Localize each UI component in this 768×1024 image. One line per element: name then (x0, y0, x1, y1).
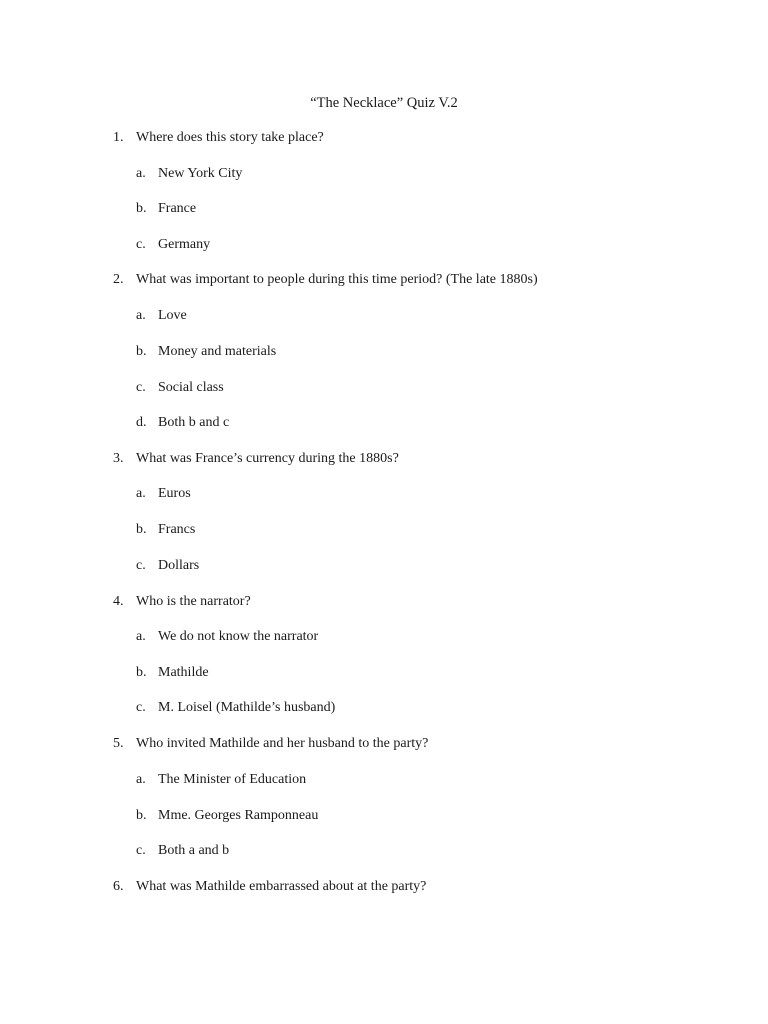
question-number: 2. (113, 272, 124, 287)
question-1-option-b (136, 200, 196, 218)
question-number: 3. (113, 451, 124, 466)
option-text: Germany (158, 237, 211, 252)
question-number: 5. (113, 736, 124, 751)
option-text: Mathilde (158, 665, 209, 680)
question-6 (113, 878, 426, 896)
question-5-option-c (136, 842, 229, 860)
question-3-option-b (136, 521, 195, 539)
option-letter: a. (136, 486, 146, 501)
option-text: Mme. Georges Ramponneau (158, 808, 319, 823)
question-5-option-a (136, 771, 306, 789)
question-2-option-b (136, 343, 276, 361)
option-letter: a. (136, 629, 146, 644)
question-4-option-c (136, 699, 335, 717)
question-text: Where does this story take place? (136, 130, 324, 145)
option-text: The Minister of Education (158, 772, 307, 787)
option-text: Dollars (158, 558, 200, 573)
question-text: What was Mathilde embarrassed about at the party? (136, 879, 427, 894)
option-text: Euros (158, 486, 191, 501)
page-title-text: “The Necklace” Quiz V.2 (310, 95, 458, 111)
question-3-option-c (136, 557, 199, 575)
option-letter: c. (136, 237, 146, 252)
question-2-option-d (136, 414, 229, 432)
question-1-option-c (136, 236, 210, 254)
option-text: We do not know the narrator (158, 629, 319, 644)
question-1-option-a (136, 165, 242, 183)
option-text: New York City (158, 166, 243, 181)
question-2-option-c (136, 379, 224, 397)
question-number: 1. (113, 130, 124, 145)
question-3 (113, 450, 399, 468)
option-text: France (158, 201, 197, 216)
option-letter: c. (136, 380, 146, 395)
question-text: What was France’s currency during the 1880s? (136, 451, 399, 466)
option-letter: b. (136, 344, 147, 359)
question-4-option-b (136, 664, 209, 682)
page-title (0, 93, 768, 113)
option-letter: a. (136, 308, 146, 323)
option-letter: b. (136, 201, 147, 216)
question-text: Who invited Mathilde and her husband to the party? (136, 736, 429, 751)
option-letter: d. (136, 415, 147, 430)
question-number: 6. (113, 879, 124, 894)
option-letter: a. (136, 166, 146, 181)
question-3-option-a (136, 485, 191, 503)
question-2 (113, 271, 538, 289)
option-text: Both b and c (158, 415, 230, 430)
question-number: 4. (113, 594, 124, 609)
option-letter: a. (136, 772, 146, 787)
option-text: Francs (158, 522, 196, 537)
option-text: M. Loisel (Mathilde’s husband) (158, 700, 336, 715)
question-5-option-b (136, 807, 318, 825)
option-text: Both a and b (158, 843, 230, 858)
option-text: Love (158, 308, 187, 323)
option-letter: c. (136, 843, 146, 858)
question-4-option-a (136, 628, 318, 646)
question-text: Who is the narrator? (136, 594, 251, 609)
option-letter: b. (136, 665, 147, 680)
question-text: What was important to people during this time period? (The late 1880s) (136, 272, 538, 287)
option-letter: c. (136, 700, 146, 715)
question-5 (113, 735, 428, 753)
option-letter: b. (136, 522, 147, 537)
option-text: Social class (158, 380, 224, 395)
question-4 (113, 593, 251, 611)
option-text: Money and materials (158, 344, 277, 359)
question-1 (113, 129, 324, 147)
option-letter: c. (136, 558, 146, 573)
option-letter: b. (136, 808, 147, 823)
question-2-option-a (136, 307, 187, 325)
